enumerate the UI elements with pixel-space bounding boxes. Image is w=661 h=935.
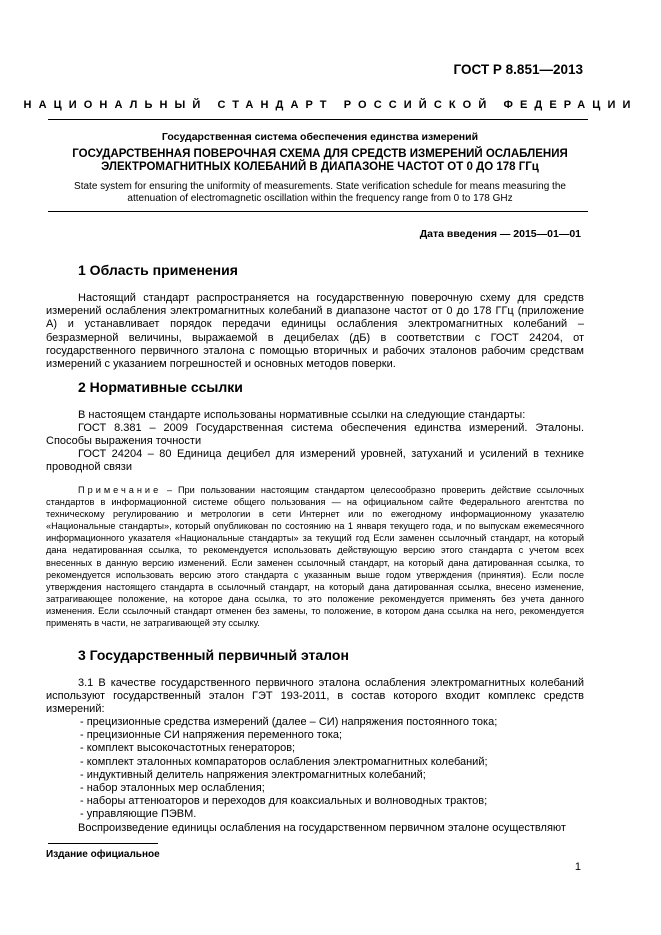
reference-gost-8-381: ГОСТ 8.381 – 2009 Государственная система обеспечения единства измерений. Эталоны. Способы выражения точности: [46, 422, 584, 448]
footer-divider: [48, 843, 158, 844]
list-item: - прецизионные средства измерений (далее – СИ) напряжения постоянного тока;: [80, 716, 498, 728]
official-edition-label: Издание официальное: [46, 849, 160, 860]
list-item: - комплект высокочастотных генераторов;: [80, 742, 296, 755]
list-item: - комплект эталонных компараторов ослабления электромагнитных колебаний;: [80, 755, 488, 768]
section-3-heading: 3 Государственный первичный эталон: [78, 647, 349, 663]
reference-gost-24204: ГОСТ 24204 – 80 Единица децибел для измерений уровней, затуханий и усилений в технике проводной связи: [46, 448, 584, 474]
section-1-text: Настоящий стандарт распространяется на государственную поверочную схему для средств измерений ослабления электромагнитных колебаний в диапазоне частот от 0 до 178 ГГц (приложение А) и устанавливает порядок передачи единицы ослабления электромагнитных колебаний – безразмерной величины, выражаемой в децибелах (дБ) в соответствии с ГОСТ 24204, от государственного первичного эталона с помощью вторичных и рабочих эталонов рабочим средствам измерений с указанием погрешностей и основных методов поверки.: [46, 292, 584, 371]
note-text: – При пользовании настоящим стандартом целесообразно проверить действие ссылочных стандартов в информационной системе общего пользования — на официальном сайте Федерального агентства по техническому регулированию и метрологии в сети Интернет или по ежегодному информационному указателю «Национальные стандарты», который опубликован по состоянию на 1 января текущего года, и по выпускам ежемесячного информационного указателя «Национальные стандарты» за текущий год Если заменен ссылочный стандарт, на который дана недатированная ссылка, то рекомендуется использовать действующую версию этого стандарта с учетом всех внесенных в данную версию изменений. Если заменен ссылочный стандарт, на который дана датированная ссылка, то рекомендуется использовать версию этого стандарта с указанным выше годом утверждения (принятия). Если после утверждения настоящего стандарта в ссылочный стандарт, на который дана датированная ссылка, внесено изменение, затрагивающее положение, на которое дана ссылка, то это положение рекомендуется применять без учета данного изменения. Если ссылочный стандарт отменен без замены, то положение, в котором дана ссылка на него, рекомендуется применять в части, не затрагивающей эту ссылку.: [46, 485, 584, 629]
document-title: ГОСУДАРСТВЕННАЯ ПОВЕРОЧНАЯ СХЕМА ДЛЯ СРЕДСТВ ИЗМЕРЕНИЙ ОСЛАБЛЕНИЯ ЭЛЕКТРОМАГНИТНЫХ КОЛЕБАНИЙ В ДИАПАЗОНЕ ЧАСТОТ ОТ 0 ДО 178 ГГц: [72, 148, 568, 173]
list-item: - управляющие ПЭВМ.: [80, 808, 197, 821]
section-3-text: 3.1 В качестве государственного первичного эталона ослабления электромагнитных колебаний используют государственный эталон ГЭТ 193-2011, в состав которого входит комплекс средств измерений:: [46, 677, 584, 716]
title-divider: [48, 211, 588, 212]
national-standard-banner: НАЦИОНАЛЬНЫЙ СТАНДАРТ РОССИЙСКОЙ ФЕДЕРАЦИИ: [23, 99, 638, 111]
section-2-heading: 2 Нормативные ссылки: [78, 379, 243, 395]
list-item: - наборы аттенюаторов и переходов для коаксиальных и волноводных трактов;: [80, 795, 488, 808]
list-item: - прецизионные СИ напряжения переменного тока;: [80, 729, 343, 742]
page-number: 1: [574, 861, 581, 873]
section-2-intro: В настоящем стандарте использованы нормативные ссылки на следующие стандарты:: [78, 409, 526, 421]
equipment-list: [80, 716, 497, 822]
document-number: ГОСТ Р 8.851—2013: [453, 62, 583, 77]
section-1-heading: 1 Область применения: [78, 262, 238, 278]
introduction-date: Дата введения — 2015—01—01: [419, 228, 581, 240]
note-label: Примечание: [78, 485, 162, 495]
list-item: - индуктивный делитель напряжения электромагнитных колебаний;: [80, 768, 426, 781]
section-2-note: [46, 484, 584, 629]
section-3-continuation: Воспроизведение единицы ослабления на государственном первичном эталоне осуществляют: [78, 822, 566, 834]
document-title-english: State system for ensuring the uniformity of measurements. State verification schedule for means measuring the attenuation of electromagnetic oscillation within the frequency range from 0 to 178 GHz: [74, 181, 566, 204]
list-item: - набор эталонных мер ослабления;: [80, 782, 265, 795]
top-divider: [48, 119, 588, 120]
system-title: Государственная система обеспечения единства измерений: [161, 131, 479, 143]
